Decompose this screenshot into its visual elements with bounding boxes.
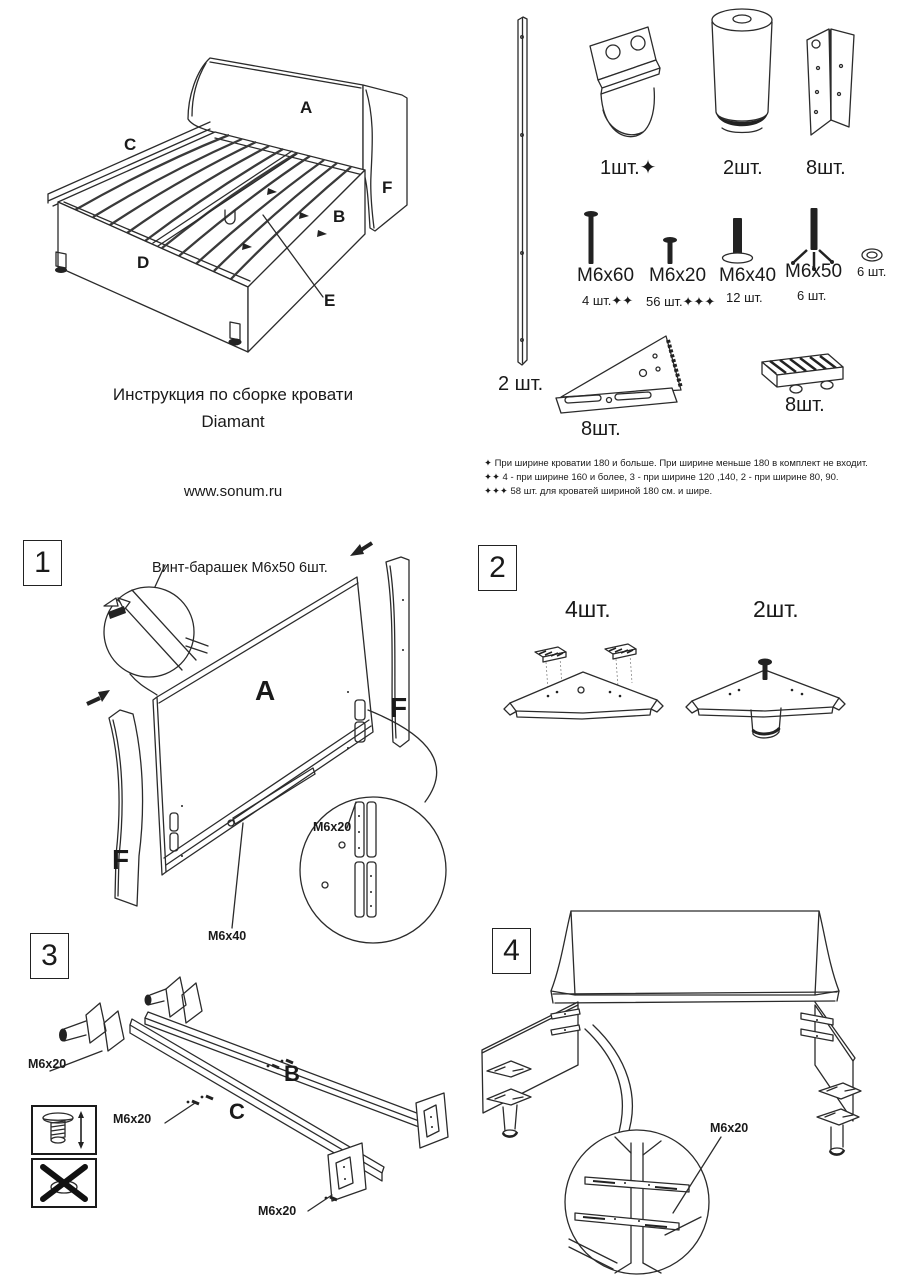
washer-qty: 6 шт. xyxy=(857,264,887,279)
hardware-qty-m6x20: 56 шт.✦✦✦ xyxy=(646,294,716,309)
cylindrical-leg-part xyxy=(712,9,772,133)
hardware-qty-m6x60: 4 шт.✦✦ xyxy=(582,293,634,308)
step-4-number: 4 xyxy=(492,928,531,974)
step4-m6x20-label: M6x20 xyxy=(710,1121,749,1135)
triangle-plate-qty: 8шт. xyxy=(581,418,621,440)
corner-detail-circle xyxy=(565,1130,709,1274)
stud-m6x40-icon xyxy=(723,218,753,263)
step1-label-a: A xyxy=(255,675,276,706)
hardware-name-m6x60: M6x60 xyxy=(577,265,635,286)
hardware-qty-m6x50: 6 шт. xyxy=(797,288,827,303)
screw-depth-icon xyxy=(31,1105,97,1155)
step-1-drawing xyxy=(60,540,460,960)
page-subtitle: Diamant xyxy=(201,412,265,431)
leg-mount-qty: 1шт.✦ xyxy=(600,157,657,179)
step-3-number: 3 xyxy=(30,933,69,979)
footnote-2: ✦✦ 4 - при ширине 160 и более, 3 - при ширине 120 ,140, 2 - при ширине 80, 90. xyxy=(484,472,839,483)
wing-screw-callout: Винт-барашек М6х50 6шт. xyxy=(152,560,328,576)
slat-pad-part xyxy=(762,354,843,393)
right-leg-brackets xyxy=(817,1083,861,1155)
step-1-number: 1 xyxy=(23,540,62,586)
bed-part-label-c: C xyxy=(124,135,137,154)
bracket-detail-circle xyxy=(300,797,446,943)
slat-pad-qty: 8шт. xyxy=(785,394,825,416)
footnote-1: ✦ При ширине кроватии 180 и больше. При ширине меньше 180 в комплект не входит. xyxy=(484,458,868,469)
step3-label-b: B xyxy=(284,1061,300,1086)
rail-strip-qty: 2 шт. xyxy=(498,373,544,395)
corner-bracket-qty: 8шт. xyxy=(806,157,846,179)
bolt-m6x60-icon xyxy=(584,211,598,264)
hardware-qty-m6x40: 12 шт. xyxy=(726,290,763,305)
hardware-name-m6x40: M6x40 xyxy=(719,265,777,286)
bed-part-label-b: B xyxy=(333,207,346,226)
step2-legs-qty: 2шт. xyxy=(753,596,799,622)
step1-label-f-left: F xyxy=(112,844,130,875)
bed-part-label-a: A xyxy=(300,98,313,117)
washer-icon xyxy=(862,249,882,261)
step-2-drawing xyxy=(460,630,890,760)
step-2-number: 2 xyxy=(478,545,517,591)
hardware-name-m6x20: M6x20 xyxy=(649,265,707,286)
hardware-name-m6x50: M6x50 xyxy=(785,261,843,282)
bed-part-label-e: E xyxy=(324,291,336,310)
step1-m6x20-label: M6x20 xyxy=(313,820,352,834)
triangle-plate-part xyxy=(556,336,681,413)
step3-m6x20-label-1: M6x20 xyxy=(28,1057,67,1071)
corner-bracket-part xyxy=(807,29,854,135)
bed-part-label-f: F xyxy=(382,178,393,197)
rail-c-end-hardware xyxy=(59,1003,124,1051)
footnote-3: ✦✦✦ 58 шт. для кроватей шириной 180 см. и шире. xyxy=(484,486,713,497)
bracket-with-leg xyxy=(686,659,845,738)
step3-label-c: C xyxy=(229,1099,245,1124)
step1-m6x40-label: M6x40 xyxy=(208,929,247,943)
step2-pads-qty: 4шт. xyxy=(565,596,611,622)
step3-m6x20-label-3: M6x20 xyxy=(258,1204,297,1218)
leg-mount-part xyxy=(590,27,660,137)
step-4-drawing xyxy=(465,895,900,1280)
page-title: Инструкция по сборке кровати xyxy=(112,385,354,404)
leg-qty: 2шт. xyxy=(723,157,763,179)
wing-screw-detail-circle xyxy=(104,587,194,677)
rail-strip xyxy=(518,17,527,365)
title-block xyxy=(43,385,423,432)
website-link: www.sonum.ru xyxy=(183,483,283,500)
bolt-m6x20-icon xyxy=(663,237,677,264)
bed-part-label-d: D xyxy=(137,253,150,272)
no-overtighten-icon xyxy=(31,1158,97,1208)
step1-label-f-right: F xyxy=(390,692,408,723)
bracket-with-pads xyxy=(504,644,663,719)
step3-m6x20-label-2: M6x20 xyxy=(113,1112,152,1126)
